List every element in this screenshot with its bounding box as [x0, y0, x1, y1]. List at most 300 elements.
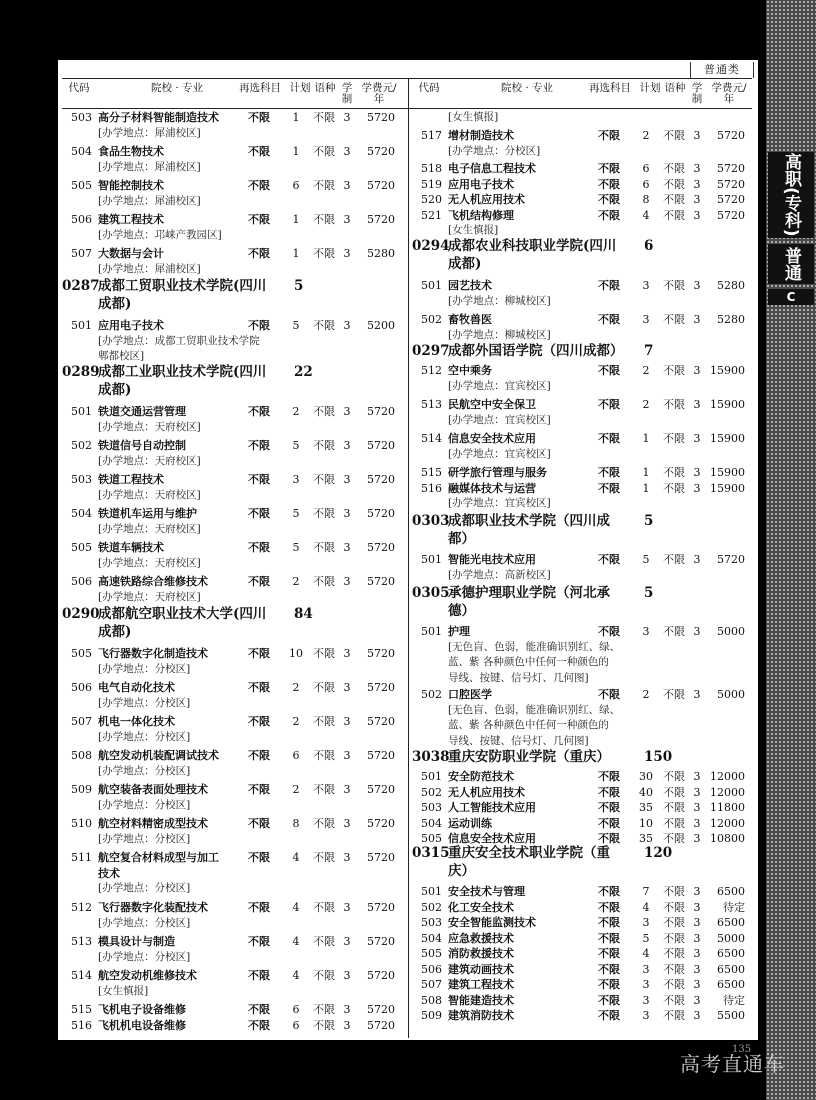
school-code: 0289	[62, 364, 100, 380]
plan-count: 6	[292, 1018, 300, 1032]
tuition-fee: 5720	[367, 783, 395, 796]
major-name: 口腔医学	[448, 688, 492, 701]
row-note	[62, 916, 408, 932]
subject-requirement: 不限	[248, 247, 270, 260]
language: 不限	[313, 541, 335, 554]
plan-count: 8	[642, 193, 650, 206]
plan-count: 4	[642, 900, 650, 914]
major-code: 501	[71, 405, 92, 418]
table-row	[62, 714, 408, 730]
column-divider	[408, 78, 409, 1038]
school-name: 重庆安防职业学院（重庆）	[448, 749, 610, 765]
study-length: 3	[343, 213, 351, 226]
language: 不限	[663, 993, 685, 1007]
subject-requirement: 不限	[598, 432, 620, 445]
note-text: [办学地点：柳城校区]	[448, 328, 551, 341]
major-name: 铁道工程技术	[98, 473, 164, 486]
tuition-fee: 5720	[367, 213, 395, 226]
major-name: 研学旅行管理与服务	[448, 466, 547, 479]
note-text: [办学地点：分校区]	[98, 696, 191, 709]
tuition-fee: 12000	[710, 785, 745, 799]
plan-count: 3	[642, 978, 650, 991]
subject-requirement: 不限	[248, 319, 270, 332]
school-plan-total: 5	[644, 585, 654, 601]
study-length: 3	[343, 681, 351, 694]
row-note	[62, 662, 408, 678]
note-text: [办学地点：分校区]	[98, 764, 191, 777]
tuition-fee: 5720	[367, 507, 395, 520]
major-code: 504	[71, 507, 92, 520]
study-length: 3	[693, 432, 701, 445]
note-text: [办学地点：天府校区]	[98, 522, 201, 535]
school-name: 成都农业科技职业学院(四川	[448, 238, 617, 254]
major-name: 无人机应用技术	[448, 785, 525, 799]
language: 不限	[313, 111, 335, 124]
header-subject: 再选科目	[239, 82, 281, 94]
major-code: 502	[421, 785, 442, 799]
school-plan-total: 5	[294, 278, 304, 294]
major-name: 民航空中安全保卫	[448, 398, 536, 411]
major-name: 无人机应用技术	[448, 193, 525, 206]
school-code: 0315	[412, 845, 450, 861]
note-text: [办学地点：宜宾校区]	[448, 447, 551, 460]
subject-requirement: 不限	[598, 947, 620, 960]
major-code: 512	[71, 901, 92, 914]
note-text: [办学地点：天府校区]	[98, 420, 201, 433]
tuition-fee: 11800	[710, 801, 745, 814]
note-text: 导线、按键、信号灯、几何图]	[448, 671, 589, 684]
category-label: 普通类	[690, 62, 754, 78]
major-code: 501	[421, 770, 442, 783]
tuition-fee: 15900	[710, 481, 745, 495]
language: 不限	[663, 801, 685, 814]
header-subject: 再选科目	[589, 82, 631, 94]
row-note	[412, 655, 758, 671]
language: 不限	[663, 785, 685, 799]
major-code: 509	[71, 783, 92, 796]
table-row	[412, 1008, 758, 1024]
study-length: 3	[343, 749, 351, 762]
school-plan-total: 22	[294, 364, 313, 380]
note-text: [办学地点：分校区]	[98, 882, 191, 894]
plan-count: 1	[292, 111, 300, 124]
row-note	[412, 144, 758, 160]
school-header	[62, 278, 408, 313]
language: 不限	[663, 208, 685, 222]
table-row	[62, 934, 408, 950]
subject-requirement: 不限	[248, 935, 270, 948]
language: 不限	[663, 553, 685, 566]
language: 不限	[313, 783, 335, 796]
subject-requirement: 不限	[598, 1009, 620, 1022]
subject-requirement: 不限	[248, 575, 270, 588]
row-note	[62, 349, 408, 365]
study-length: 3	[693, 931, 701, 945]
plan-count: 3	[642, 313, 650, 326]
study-length: 3	[693, 801, 701, 814]
subject-requirement: 不限	[598, 931, 620, 945]
language: 不限	[663, 832, 685, 845]
subject-requirement: 不限	[248, 473, 270, 486]
study-length: 3	[693, 688, 701, 701]
language: 不限	[663, 279, 685, 292]
row-note	[412, 294, 758, 310]
major-code: 505	[71, 541, 92, 554]
row-note	[412, 379, 758, 395]
plan-count: 2	[642, 364, 650, 377]
row-note	[62, 556, 408, 572]
language: 不限	[663, 162, 685, 175]
note-text: [办学地点：天府校区]	[98, 454, 201, 467]
row-note	[412, 496, 758, 512]
major-name: 建筑工程技术	[448, 978, 514, 991]
study-length: 3	[693, 481, 701, 495]
subject-requirement: 不限	[248, 405, 270, 418]
major-code: 506	[71, 681, 92, 694]
table-row	[412, 962, 758, 978]
major-code: 511	[71, 851, 92, 864]
tuition-fee: 5720	[367, 749, 395, 762]
subject-requirement: 不限	[598, 625, 620, 638]
school-header	[62, 606, 408, 641]
table-row	[412, 397, 758, 413]
language: 不限	[313, 817, 335, 830]
section-tab-vocational[interactable]: 高职(专科)	[768, 152, 814, 238]
study-length: 3	[343, 507, 351, 520]
row-note	[412, 568, 758, 584]
table-row	[412, 278, 758, 294]
header-plan: 计划	[639, 82, 661, 94]
major-name: 铁道车辆技术	[98, 541, 164, 554]
language: 不限	[663, 978, 685, 991]
major-name: 模具设计与制造	[98, 935, 175, 948]
school-plan-total: 150	[644, 749, 673, 765]
school-plan-total: 7	[644, 343, 654, 359]
table-row	[412, 177, 758, 193]
table-row	[62, 968, 408, 984]
language: 不限	[663, 625, 685, 638]
language: 不限	[663, 193, 685, 206]
study-length: 3	[693, 1009, 701, 1022]
major-name: 智能光电技术应用	[448, 553, 536, 566]
study-length: 3	[693, 313, 701, 326]
table-row	[62, 540, 408, 556]
major-code: 506	[71, 213, 92, 226]
tuition-fee: 15900	[710, 398, 745, 411]
study-length: 3	[693, 993, 701, 1007]
major-code: 513	[71, 935, 92, 948]
school-plan-total: 5	[644, 513, 654, 529]
row-note	[412, 703, 758, 719]
major-code: 502	[421, 313, 442, 326]
column-header	[62, 79, 408, 108]
tuition-fee: 15900	[710, 364, 745, 377]
major-name: 消防救援技术	[448, 947, 514, 960]
left-column	[62, 79, 408, 1032]
major-code: 521	[421, 208, 442, 222]
major-code: 501	[421, 625, 442, 638]
table-row	[62, 1018, 408, 1034]
school-name: 成都工贸职业技术学院(四川	[98, 278, 267, 294]
note-text: [办学地点：犀浦校区]	[98, 194, 201, 207]
note-text: [办学地点：犀浦校区]	[98, 262, 201, 275]
plan-count: 5	[292, 319, 300, 332]
major-code: 519	[421, 177, 442, 191]
subject-requirement: 不限	[598, 785, 620, 799]
table-row	[412, 208, 758, 224]
major-code: 506	[71, 575, 92, 588]
table-row	[62, 472, 408, 488]
study-length: 3	[693, 279, 701, 292]
study-length: 3	[693, 625, 701, 638]
major-name: 飞机机电设备维修	[98, 1018, 186, 1032]
study-length: 3	[693, 466, 701, 479]
row-note	[62, 228, 408, 244]
plan-count: 1	[292, 145, 300, 158]
note-text: [办学地点：宜宾校区]	[448, 497, 551, 509]
major-code: 503	[71, 473, 92, 486]
tuition-fee: 10800	[710, 832, 745, 845]
school-plan-total: 6	[644, 238, 654, 254]
language: 不限	[313, 213, 335, 226]
subject-requirement: 不限	[248, 439, 270, 452]
school-code: 3038	[412, 749, 450, 765]
plan-count: 2	[642, 398, 650, 411]
language: 不限	[663, 177, 685, 191]
subject-requirement: 不限	[598, 978, 620, 991]
plan-count: 1	[642, 481, 650, 495]
plan-count: 10	[639, 816, 653, 830]
plan-count: 3	[642, 279, 650, 292]
major-code: 504	[421, 816, 442, 830]
table-row	[412, 312, 758, 328]
plan-count: 3	[642, 993, 650, 1007]
row-note	[62, 798, 408, 814]
major-name: 航空复合材料成型与加工	[98, 851, 219, 864]
major-name: 化工安全技术	[448, 900, 514, 914]
major-name: 航空装备表面处理技术	[98, 783, 208, 796]
note-text: [女生慎报]	[98, 984, 149, 997]
language: 不限	[313, 901, 335, 914]
plan-count: 1	[642, 466, 650, 479]
header-lang: 语种	[314, 82, 336, 94]
subject-requirement: 不限	[598, 364, 620, 377]
plan-count: 3	[292, 473, 300, 486]
plan-count: 2	[292, 783, 300, 796]
language: 不限	[313, 935, 335, 948]
table-row	[62, 680, 408, 696]
school-header	[412, 343, 758, 361]
major-name: 园艺技术	[448, 279, 492, 292]
note-text: [办学地点：宜宾校区]	[448, 379, 551, 392]
tuition-fee: 5720	[717, 162, 745, 175]
major-name: 安全防范技术	[448, 770, 514, 783]
tuition-fee: 5280	[717, 313, 745, 326]
table-row	[62, 574, 408, 590]
row-note	[412, 734, 758, 750]
subject-requirement: 不限	[248, 1003, 270, 1016]
table-row	[62, 506, 408, 522]
major-name: 信息安全技术应用	[448, 832, 536, 845]
study-length: 3	[693, 208, 701, 222]
study-length: 3	[343, 473, 351, 486]
school-code: 0290	[62, 606, 100, 622]
plan-count: 4	[292, 851, 300, 864]
language: 不限	[663, 481, 685, 495]
school-name: 承德护理职业学院（河北承	[448, 585, 610, 601]
subject-requirement: 不限	[598, 962, 620, 976]
major-code: 508	[71, 749, 92, 762]
language: 不限	[313, 969, 335, 982]
plan-count: 1	[292, 247, 300, 260]
plan-count: 35	[639, 832, 653, 845]
language: 不限	[313, 405, 335, 418]
study-length: 3	[693, 962, 701, 976]
plan-count: 6	[292, 179, 300, 192]
header-len: 学制	[691, 82, 703, 105]
major-name: 铁道机车运用与维护	[98, 507, 197, 520]
study-length: 3	[343, 439, 351, 452]
plan-count: 5	[292, 507, 300, 520]
table-row	[62, 404, 408, 420]
major-code: 516	[421, 481, 442, 495]
major-name: 融媒体技术与运营	[448, 481, 536, 495]
note-text: [办学地点：分校区]	[98, 950, 191, 963]
row-note	[62, 764, 408, 780]
tuition-fee: 5720	[367, 681, 395, 694]
major-name: 安全智能监测技术	[448, 916, 536, 929]
language: 不限	[663, 885, 685, 898]
plan-count: 35	[639, 801, 653, 814]
language: 不限	[663, 916, 685, 929]
note-text: [办学地点：分校区]	[448, 144, 541, 157]
right-column	[412, 79, 758, 1022]
section-tab-general[interactable]: 普通类	[768, 244, 814, 284]
subject-requirement: 不限	[598, 193, 620, 206]
study-length: 3	[343, 111, 351, 124]
major-name: 飞行器数字化制造技术	[98, 647, 208, 660]
table-row	[62, 748, 408, 764]
tuition-fee: 5720	[367, 647, 395, 660]
major-name: 航空发动机装配调试技术	[98, 749, 219, 762]
header-plan: 计划	[289, 82, 311, 94]
note-text: [办学地点：分校区]	[98, 798, 191, 811]
subject-requirement: 不限	[598, 553, 620, 566]
major-name: 大数据与会计	[98, 247, 164, 260]
study-length: 3	[693, 900, 701, 914]
note-text: [办学地点：高新校区]	[448, 568, 551, 581]
plan-count: 1	[292, 213, 300, 226]
table-row	[412, 161, 758, 177]
major-code: 505	[71, 179, 92, 192]
study-length: 3	[693, 832, 701, 845]
plan-count: 2	[292, 715, 300, 728]
major-name: 铁道交通运营管理	[98, 405, 186, 418]
header-lang: 语种	[664, 82, 686, 94]
note-text: [办学地点：宜宾校区]	[448, 413, 551, 426]
tuition-fee: 5720	[367, 969, 395, 982]
language: 不限	[663, 466, 685, 479]
table-row	[412, 900, 758, 916]
school-code: 0287	[62, 278, 100, 294]
plan-count: 3	[642, 962, 650, 976]
tuition-fee: 5720	[367, 715, 395, 728]
subject-requirement: 不限	[598, 162, 620, 175]
study-length: 3	[343, 901, 351, 914]
major-code: 510	[71, 817, 92, 830]
major-code: 502	[71, 439, 92, 452]
table-row	[412, 915, 758, 931]
subject-requirement: 不限	[248, 901, 270, 914]
subject-requirement: 不限	[598, 481, 620, 495]
plan-count: 40	[639, 785, 653, 799]
row-note	[412, 223, 758, 239]
study-length: 3	[343, 851, 351, 864]
language: 不限	[663, 900, 685, 914]
row-note	[412, 718, 758, 734]
row-note	[62, 454, 408, 470]
major-name: 智能控制技术	[98, 179, 164, 192]
language: 不限	[663, 1009, 685, 1022]
subject-requirement: 不限	[598, 900, 620, 914]
table-row	[412, 687, 758, 703]
study-length: 3	[343, 541, 351, 554]
major-name: 建筑动画技术	[448, 962, 514, 976]
major-name: 高分子材料智能制造技术	[98, 111, 219, 124]
section-tab-letter[interactable]: C	[768, 289, 814, 305]
subject-requirement: 不限	[598, 770, 620, 783]
watermark: 高考直通车	[680, 1052, 785, 1076]
table-row	[62, 1002, 408, 1018]
study-length: 3	[343, 405, 351, 418]
language: 不限	[663, 364, 685, 377]
row-note	[62, 866, 408, 882]
header-school: 院校 · 专业	[150, 82, 203, 94]
table-row	[62, 110, 408, 126]
major-name: 电气自动化技术	[98, 681, 175, 694]
subject-requirement: 不限	[248, 681, 270, 694]
tuition-fee: 12000	[710, 770, 745, 783]
major-code: 514	[421, 432, 442, 445]
school-plan-total: 84	[294, 606, 313, 622]
major-code: 515	[71, 1003, 92, 1016]
language: 不限	[663, 313, 685, 326]
plan-count: 6	[642, 162, 650, 175]
study-length: 3	[343, 1018, 351, 1032]
row-note	[62, 488, 408, 504]
study-length: 3	[343, 783, 351, 796]
plan-count: 5	[642, 931, 650, 945]
table-row	[412, 884, 758, 900]
row-note	[62, 730, 408, 746]
school-code: 0297	[412, 343, 450, 359]
subject-requirement: 不限	[248, 715, 270, 728]
major-name: 运动训练	[448, 816, 492, 830]
table-row	[62, 900, 408, 916]
study-length: 3	[693, 770, 701, 783]
study-length: 3	[693, 816, 701, 830]
tuition-fee: 15900	[710, 466, 745, 479]
language: 不限	[663, 770, 685, 783]
subject-requirement: 不限	[248, 111, 270, 124]
major-code: 502	[421, 688, 442, 701]
major-code: 501	[421, 279, 442, 292]
language: 不限	[313, 473, 335, 486]
tuition-fee: 5720	[367, 1003, 395, 1016]
major-code: 517	[421, 129, 442, 142]
tuition-fee: 5720	[717, 193, 745, 206]
tuition-fee: 5720	[717, 129, 745, 142]
